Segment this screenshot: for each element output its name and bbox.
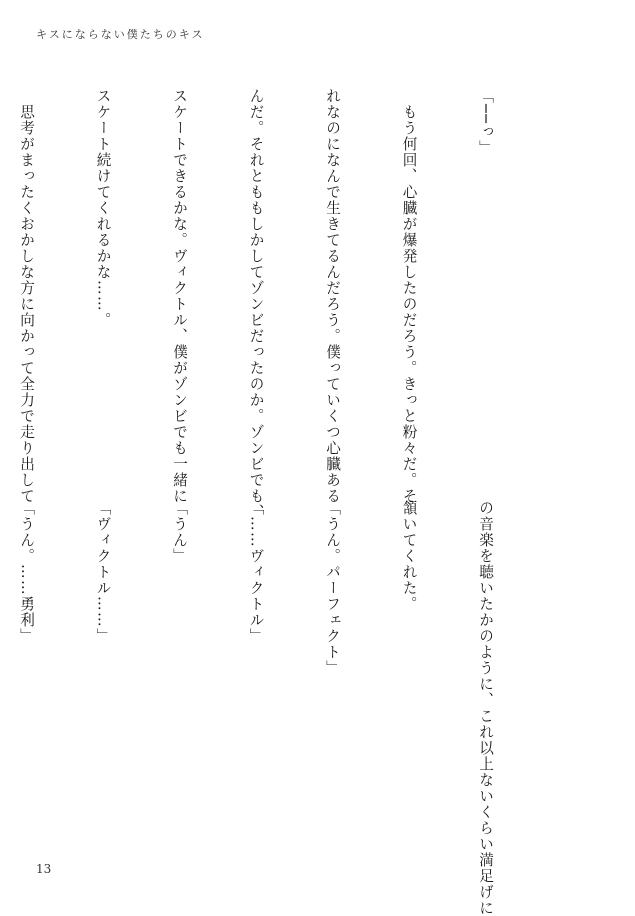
text-line: 「ヴィクトル……」 bbox=[94, 500, 112, 644]
text-line: 思考がまったくおかしな方に向かって全力で走り出して bbox=[18, 88, 35, 504]
page-number: 13 bbox=[36, 862, 52, 876]
text-line: スケート続けてくれるかな……。 bbox=[94, 88, 112, 328]
text-line: 「──っ」 bbox=[477, 88, 494, 157]
text-line: 頷いてくれた。 bbox=[400, 500, 418, 612]
text-line: の音楽を聴いたかのように、これ以上ないくらい満足げに bbox=[477, 500, 494, 916]
text-line: れなのになんで生きてるんだろう。僕っていくつ心臓ある bbox=[324, 88, 341, 504]
text-line: 「うん。パーフェクト」 bbox=[324, 500, 341, 676]
text-line: 「うん。……勇利」 bbox=[18, 500, 35, 644]
text-line: スケートできるかな。ヴィクトル、僕がゾンビでも一緒に bbox=[171, 88, 188, 504]
upper-text-block bbox=[0, 88, 549, 520]
running-title: キスにならない僕たちのキス bbox=[36, 28, 205, 41]
text-line: もう何回、心臓が爆発したのだろう。きっと粉々だ。そ bbox=[400, 88, 418, 504]
text-line: 「……ヴィクトル」 bbox=[247, 500, 265, 644]
text-line: 「うん」 bbox=[171, 500, 188, 564]
text-line: んだ。それとももしかしてゾンビだったのか。ゾンビでも、 bbox=[247, 88, 265, 520]
